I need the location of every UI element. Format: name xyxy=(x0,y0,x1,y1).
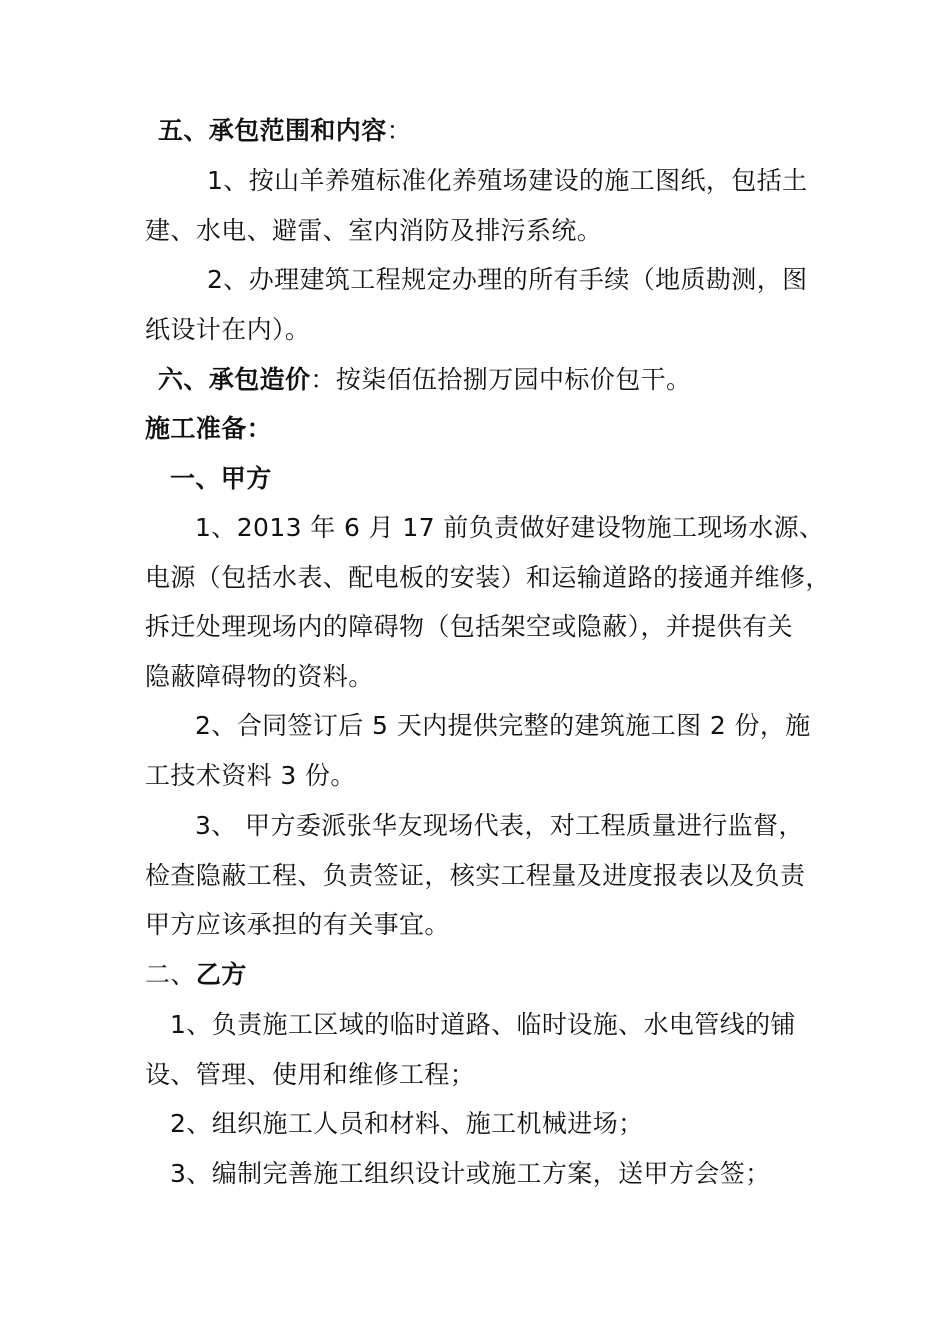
party-b-heading-prefix: 二、 xyxy=(145,960,196,989)
section-6-line xyxy=(158,365,691,395)
party-b-heading: 乙方 xyxy=(195,960,247,989)
party-a-item-1-line-1: 1、2013 年 6 月 17 前负责做好建设物施工现场水源、 xyxy=(195,513,825,542)
party-a-heading: 一、甲方 xyxy=(170,464,272,493)
section-6-heading: 六、承包造价 xyxy=(158,365,311,394)
party-b-item-1-line-2: 设、管理、使用和维修工程； xyxy=(145,1060,476,1089)
party-a-item-2-line-2: 工技术资料 3 份。 xyxy=(145,761,356,790)
party-a-item-1-line-3: 拆迁处理现场内的障碍物（包括架空或隐蔽），并提供有关 xyxy=(145,612,793,641)
party-a-item-2-line-1: 2、合同签订后 5 天内提供完整的建筑施工图 2 份，施 xyxy=(195,711,811,740)
section-5-item-1-line-2: 建、水电、避雷、室内消防及排污系统。 xyxy=(145,216,603,245)
party-a-item-1-line-2: 电源（包括水表、配电板的安装）和运输道路的接通并维修， xyxy=(145,563,831,592)
section-5-heading-line xyxy=(158,116,412,146)
party-b-item-1-line-1: 1、负责施工区域的临时道路、临时设施、水电管线的铺 xyxy=(170,1010,796,1039)
section-6-text: ：按柒佰伍拾捌万园中标价包干。 xyxy=(310,365,692,394)
party-a-item-3-line-1: 3、 甲方委派张华友现场代表，对工程质量进行监督， xyxy=(195,811,804,840)
party-b-item-3: 3、编制完善施工组织设计或施工方案，送甲方会签； xyxy=(170,1159,771,1188)
party-a-item-3-line-2: 检查隐蔽工程、负责签证，核实工程量及进度报表以及负责 xyxy=(145,861,806,890)
party-b-heading-line xyxy=(145,960,247,990)
party-b-item-2: 2、组织施工人员和材料、施工机械进场； xyxy=(170,1109,644,1138)
section-5-item-1-line-1: 1、按山羊养殖标准化养殖场建设的施工图纸，包括土 xyxy=(207,166,808,195)
section-5-colon: ： xyxy=(386,116,413,145)
section-5-item-2-line-1: 2、办理建筑工程规定办理的所有手续（地质勘测，图 xyxy=(207,265,808,294)
prep-heading: 施工准备： xyxy=(145,414,273,443)
section-5-item-2-line-2: 纸设计在内）。 xyxy=(145,315,311,344)
party-a-item-3-line-3: 甲方应该承担的有关事宜。 xyxy=(145,910,450,939)
party-a-item-1-line-4: 隐蔽障碍物的资料。 xyxy=(145,662,374,691)
section-5-heading: 五、承包范围和内容 xyxy=(158,116,387,145)
